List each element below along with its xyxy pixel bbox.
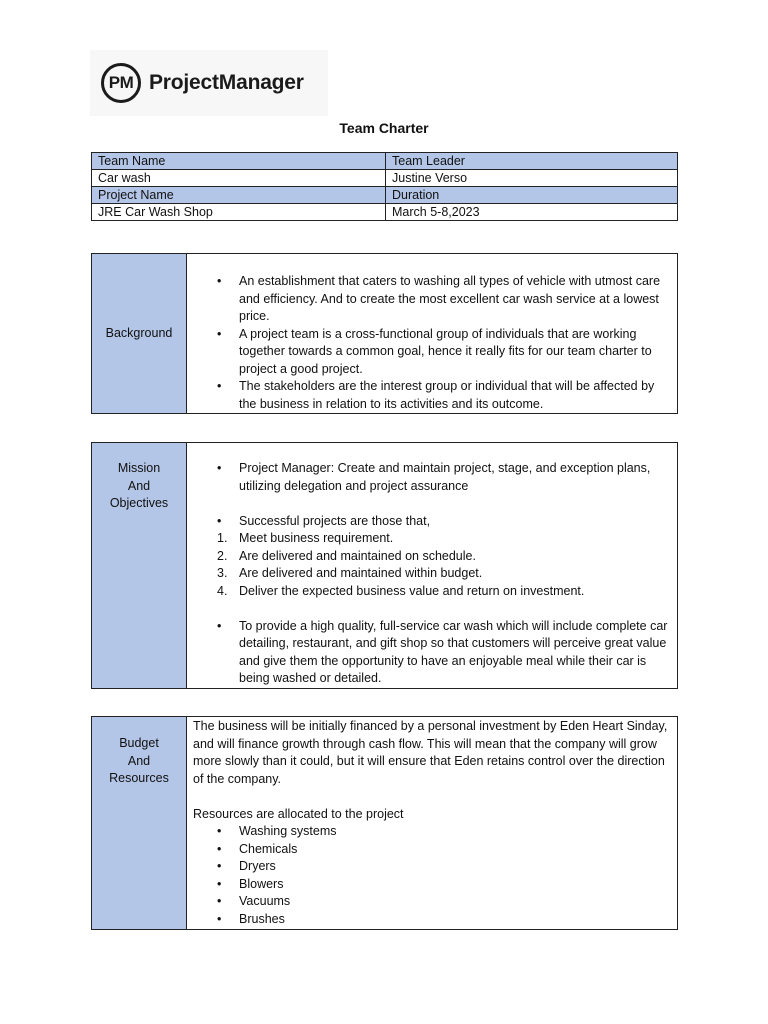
background-content [187, 254, 678, 414]
pm-logo-icon: PM [101, 63, 141, 103]
mission-content [187, 443, 678, 689]
list-item: • Dryers [193, 858, 671, 876]
list-item: 1. Meet business requirement. [217, 531, 394, 545]
budget-content [187, 717, 678, 930]
project-name-header: Project Name [92, 187, 386, 204]
logo-wordmark: ProjectManager [149, 71, 304, 94]
resources-intro: Resources are allocated to the project [193, 806, 404, 821]
company-logo [90, 50, 328, 116]
budget-section [91, 716, 678, 930]
list-item: • An establishment that caters to washing all types of vehicle with utmost care and efficiency. And to create the most excellent car wash service at a lowest price. [193, 273, 671, 326]
list-item: 3. Are delivered and maintained within budget. [217, 566, 483, 580]
mission-label: Mission And Objectives [92, 443, 187, 689]
document-title: Team Charter [339, 120, 429, 136]
project-name-value: JRE Car Wash Shop [92, 204, 386, 221]
list-item: • The stakeholders are the interest group or individual that will be affected by the business in relation to its activities and its outcome. [193, 378, 671, 413]
background-label: Background [92, 254, 187, 414]
list-item: • Project Manager: Create and maintain project, stage, and exception plans, utilizing delegation and project assurance [193, 460, 671, 495]
list-item: • To provide a high quality, full-service car wash which will include complete car detailing, restaurant, and gift shop so that customers will perceive great value and give them the opportunity to have an enjoyable meal while their car is being washed or detailed. [193, 618, 671, 688]
budget-paragraph: The business will be initially financed by a personal investment by Eden Heart Sinday, and will finance growth through cash flow. This will mean that the company will grow more slowly than it could, but it will ensure that Eden retains control over the direction of the company. [193, 719, 668, 786]
list-item: 4. Deliver the expected business value and return on investment. [217, 583, 585, 598]
list-item: 2. Are delivered and maintained on schedule. [217, 548, 476, 563]
table-row [92, 153, 678, 170]
duration-header: Duration [386, 187, 678, 204]
background-section [91, 253, 678, 414]
team-name-header: Team Name [92, 153, 386, 170]
table-row [92, 204, 678, 221]
table-row [92, 170, 678, 187]
list-item: • A project team is a cross-functional group of individuals that are working together towards a common goal, hence it really fits for our team charter to project a good project. [193, 326, 671, 379]
team-leader-header: Team Leader [386, 153, 678, 170]
team-info-table [91, 152, 678, 221]
list-item: • Vacuums [193, 893, 671, 911]
table-row [92, 187, 678, 204]
team-name-value: Car wash [92, 170, 386, 187]
list-item: • Blowers [193, 876, 671, 894]
list-item: • Brushes [193, 911, 671, 929]
list-item: • Chemicals [193, 841, 671, 859]
list-item: • Successful projects are those that, [193, 513, 671, 531]
duration-value: March 5-8,2023 [386, 204, 678, 221]
mission-section [91, 442, 678, 689]
list-item: • Washing systems [193, 823, 671, 841]
team-leader-value: Justine Verso [386, 170, 678, 187]
budget-label: Budget And Resources [92, 717, 187, 930]
